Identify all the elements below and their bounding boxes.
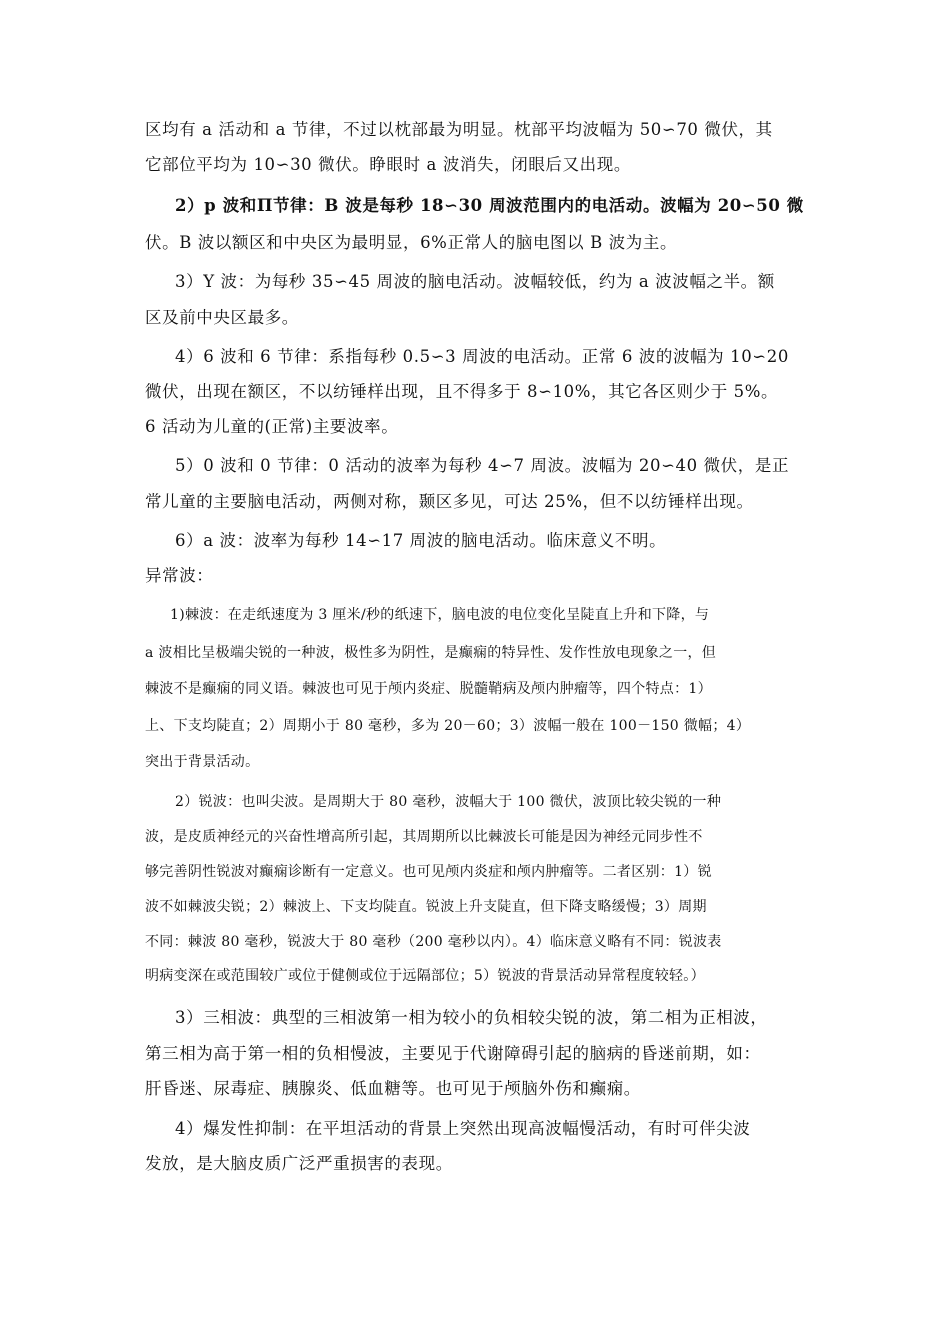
text-line: 波不如棘波尖锐；2）棘波上、下支均陡直。锐波上升支陡直，但下降支略缓慢；3）周期	[145, 899, 707, 915]
text-line: 区均有 a 活动和 a 节律，不过以枕部最为明显。枕部平均波幅为 50∽70 微伏，其	[145, 120, 773, 139]
text-line: 第三相为高于第一相的负相慢波，主要见于代谢障碍引起的脑病的昏迷前期，如：	[145, 1044, 761, 1063]
text-line: 微伏，出现在额区，不以纺锤样出现，且不得多于 8∽10%，其它各区则少于 5%。	[145, 382, 779, 401]
text-line: 3）Y 波：为每秒 35∽45 周波的脑电活动。波幅较低，约为 a 波波幅之半。额	[175, 272, 775, 291]
text-line: 4）爆发性抑制：在平坦活动的背景上突然出现高波幅慢活动，有时可伴尖波	[175, 1119, 751, 1138]
text-line: 1)棘波：在走纸速度为 3 厘米/秒的纸速下，脑电波的电位变化呈陡直上升和下降，与	[170, 607, 710, 623]
text-line: 2）p 波和П节律：B 波是每秒 18∽30 周波范围内的电活动。波幅为 20∽50 微	[175, 196, 804, 215]
text-line: a 波相比呈极端尖锐的一种波，极性多为阴性，是癫痫的特异性、发作性放电现象之一，但	[145, 645, 717, 661]
text-line: 肝昏迷、尿毒症、胰腺炎、低血糖等。也可见于颅脑外伤和癫痫。	[145, 1079, 641, 1098]
text-line: 棘波不是癫痫的同义语。棘波也可见于颅内炎症、脱髓鞘病及颅内肿瘤等，四个特点：1）	[145, 681, 712, 697]
text-line: 波，是皮质神经元的兴奋性增高所引起，其周期所以比棘波长可能是因为神经元同步性不	[145, 829, 703, 845]
text-line: 明病变深在或范围较广或位于健侧或位于远隔部位；5）锐波的背景活动异常程度较轻。）	[145, 968, 705, 984]
text-line: 它部位平均为 10∽30 微伏。睁眼时 a 波消失，闭眼后又出现。	[145, 155, 631, 174]
text-line: 区及前中央区最多。	[145, 308, 299, 327]
text-line: 4）6 波和 6 节律：系指每秒 0.5∽3 周波的电活动。正常 6 波的波幅为 10∽20	[175, 347, 789, 366]
text-line: 6）a 波：波率为每秒 14∽17 周波的脑电活动。临床意义不明。	[175, 531, 667, 550]
text-line: 5）0 波和 0 节律：0 活动的波率为每秒 4∽7 周波。波幅为 20∽40 微伏，是正	[175, 456, 790, 475]
text-line: 不同：棘波 80 毫秒，锐波大于 80 毫秒（200 毫秒以内）。4）临床意义略有不同：锐波表	[145, 934, 722, 950]
text-line: 6 活动为儿童的(正常)主要波率。	[145, 417, 399, 436]
text-line: 3）三相波：典型的三相波第一相为较小的负相较尖锐的波，第二相为正相波，	[175, 1008, 768, 1027]
text-line: 上、下支均陡直；2）周期小于 80 毫秒，多为 20－60；3）波幅一般在 100－150 微幅；4）	[145, 718, 751, 734]
text-line: 伏。B 波以额区和中央区为最明显，6%正常人的脑电图以 B 波为主。	[145, 233, 678, 252]
section-heading: 异常波：	[145, 566, 214, 585]
text-line: 突出于背景活动。	[145, 754, 260, 770]
text-line: 常儿童的主要脑电活动，两侧对称，颞区多见，可达 25%，但不以纺锤样出现。	[145, 492, 754, 511]
text-line: 够完善阴性锐波对癫痫诊断有一定意义。也可见颅内炎症和颅内肿瘤等。二者区别：1）锐	[145, 864, 712, 880]
text-line: 2）锐波：也叫尖波。是周期大于 80 毫秒，波幅大于 100 微伏，波顶比较尖锐的一种	[175, 794, 722, 810]
text-line: 发放，是大脑皮质广泛严重损害的表现。	[145, 1154, 453, 1173]
